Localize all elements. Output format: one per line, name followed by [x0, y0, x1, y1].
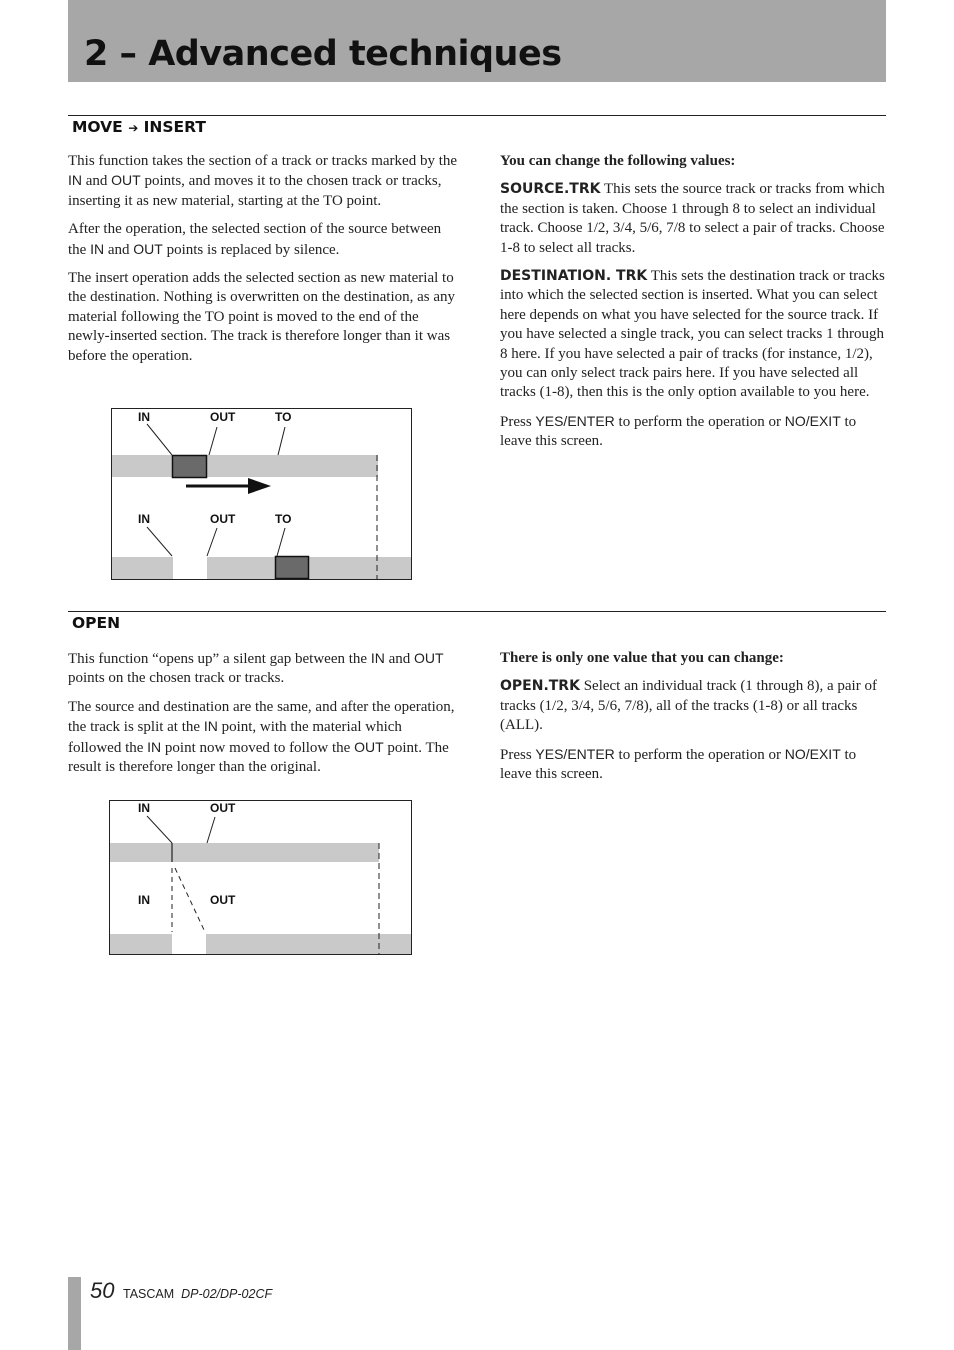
- chapter-title: 2 – Advanced techniques: [84, 34, 562, 74]
- diagram-frame: [110, 801, 412, 955]
- brand-name: TASCAM: [123, 1287, 175, 1301]
- yes-enter-key: YES/ENTER: [535, 412, 615, 429]
- label-to: TO: [275, 410, 292, 424]
- heading-insert: INSERT: [143, 118, 206, 136]
- label-out: OUT: [210, 893, 236, 907]
- source-track-bar: [112, 455, 378, 477]
- paragraph: This function “opens up” a silent gap between the IN and OUT points on the chosen track or tracks.: [68, 650, 444, 687]
- section-divider: [68, 115, 886, 116]
- open-trk-label: OPEN.TRK: [500, 678, 580, 695]
- open-left-column: [68, 649, 458, 786]
- open-diagram: [109, 800, 413, 956]
- destination-trk-description: DESTINATION. TRK This sets the destination track or tracks into which the selected section is inserted. What you can select here depends on what you have selected for the source track. If you have selected a single track, you can select tracks 1 through 8 here. If you have selected a pair of tracks (for instance, 1/2), you can only select track pairs here. If you have selected all tracks (1-8), then this is the only option available to you here.: [500, 268, 885, 401]
- label-in: IN: [138, 410, 150, 424]
- yes-enter-key: YES/ENTER: [535, 745, 615, 762]
- section-heading-move-insert: [72, 118, 206, 136]
- footer-model: [123, 1287, 272, 1301]
- open-trk-description: OPEN.TRK Select an individual track (1 through 8), a pair of tracks (1/2, 3/4, 5/6, 7/8), all of the tracks (1-8) or all tracks (ALL).: [500, 678, 877, 734]
- label-in: IN: [138, 893, 150, 907]
- page-number: 50: [90, 1278, 115, 1303]
- press-instruction: Press YES/ENTER to perform the operation or NO/EXIT to leave this screen.: [500, 745, 857, 783]
- label-out: OUT: [210, 410, 236, 424]
- label-in: IN: [138, 801, 150, 815]
- footer-bar: [68, 1277, 81, 1350]
- result-track-bar-left: [110, 934, 172, 954]
- label-out: OUT: [210, 512, 236, 526]
- move-insert-right-column: [500, 152, 888, 461]
- move-insert-diagram: [111, 408, 413, 582]
- result-track-bar-right: [206, 934, 411, 954]
- section-divider: [68, 611, 886, 612]
- value-intro: There is only one value that you can change:: [500, 650, 784, 666]
- destination-trk-label: DESTINATION. TRK: [500, 268, 648, 285]
- label-to: TO: [275, 512, 292, 526]
- label-out: OUT: [210, 801, 236, 815]
- label-in: IN: [138, 512, 150, 526]
- heading-move: MOVE: [72, 118, 123, 136]
- paragraph: The source and destination are the same, and after the operation, the track is split at the IN point, with the material which followed the IN point now moved to follow the OUT point. The result is therefore longer than the original.: [68, 698, 455, 776]
- inserted-section-block: [276, 557, 309, 579]
- paragraph: After the operation, the selected section of the source between the IN and OUT points is replaced by silence.: [68, 221, 442, 258]
- result-track-bar-left: [112, 557, 173, 579]
- no-exit-key: NO/EXIT: [784, 412, 841, 429]
- source-trk-label: SOURCE.TRK: [500, 181, 601, 198]
- source-track-bar: [110, 843, 379, 862]
- model-name: DP-02/DP-02CF: [181, 1287, 273, 1301]
- diagram-frame: [112, 409, 412, 580]
- right-arrow-icon: ➔: [128, 121, 139, 135]
- move-insert-left-column: [68, 152, 458, 375]
- section-heading-open: OPEN: [72, 614, 121, 632]
- press-instruction: Press YES/ENTER to perform the operation or NO/EXIT to leave this screen.: [500, 412, 857, 450]
- paragraph: The insert operation adds the selected section as new material to the destination. Nothing is overwritten on the destination, as any material following the TO point is moved to the end of the newly-inserted section. The track is therefore longer than it was before the operation.: [68, 270, 456, 364]
- no-exit-key: NO/EXIT: [784, 745, 841, 762]
- open-right-column: [500, 649, 888, 793]
- paragraph: This function takes the section of a track or tracks marked by the IN and OUT points, and moves it to the chosen track or tracks, inserting it as new material, starting at the TO point.: [68, 153, 458, 209]
- source-trk-description: SOURCE.TRK This sets the source track or tracks from which the section is taken. Choose 1 through 8 to select an individual track. Choose 1/2, 3/4, 5/6, 7/8 to select a pair of tracks. Choose 1-8 to select all tracks.: [500, 181, 885, 256]
- selected-section-block: [173, 456, 207, 478]
- values-intro: You can change the following values:: [500, 153, 736, 169]
